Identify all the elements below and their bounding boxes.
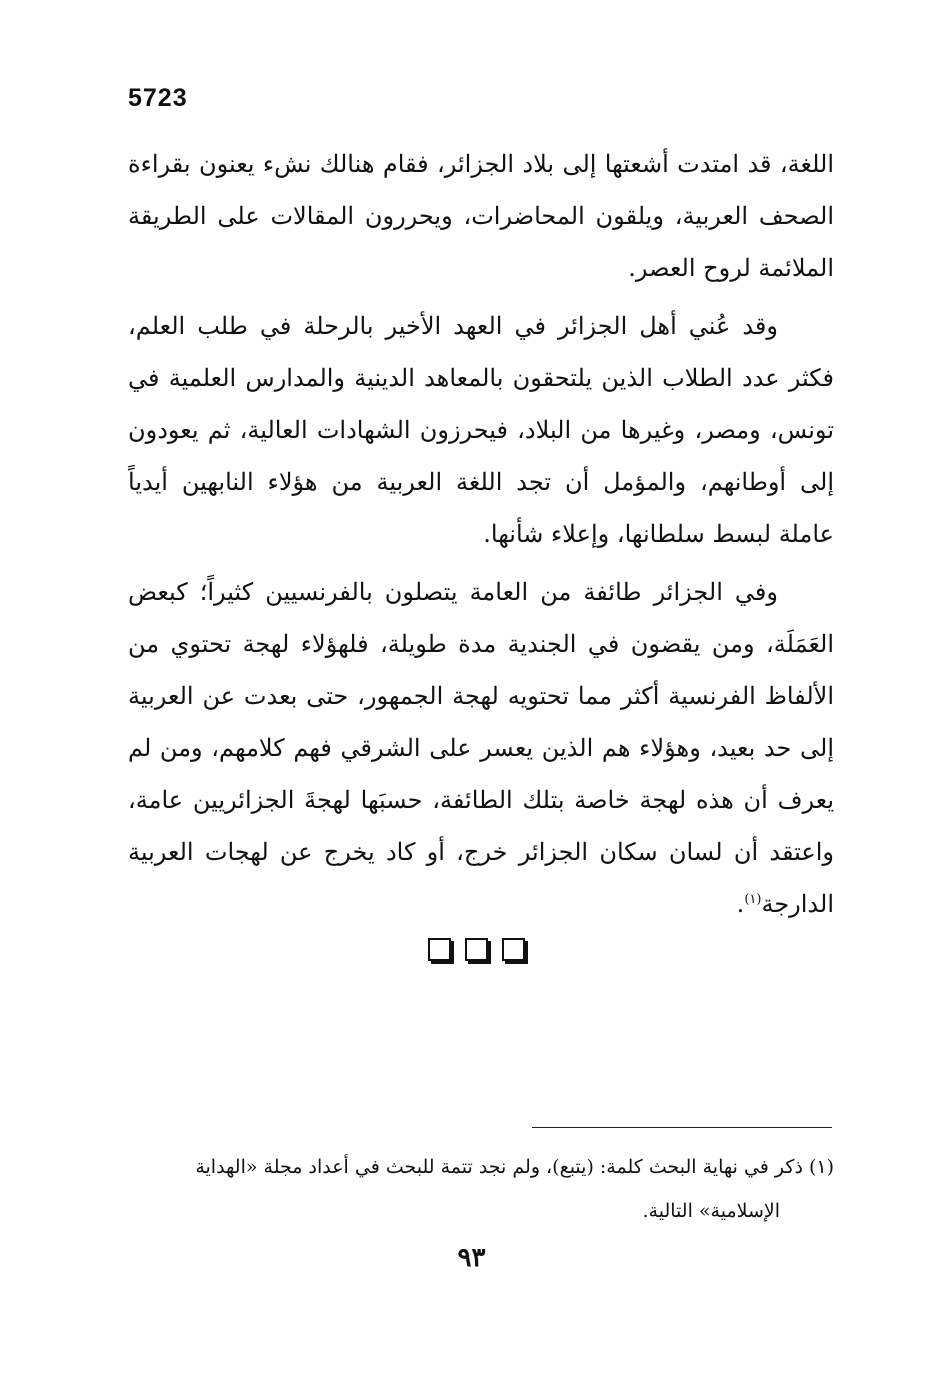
footnote-reference: (١) bbox=[744, 892, 762, 907]
page-id-number: 5723 bbox=[128, 84, 188, 112]
footnote bbox=[128, 1145, 834, 1233]
footnote-line-1: (١) ذكر في نهاية البحث كلمة: (يتبع)، ولم نجد تتمة للبحث في أعداد مجلة «الهداية bbox=[195, 1156, 834, 1178]
paragraph-3-text: وفي الجزائر طائفة من العامة يتصلون بالفرنسيين كثيراً؛ كبعض العَمَلَة، ومن يقضون في الجندية مدة طويلة، فلهؤلاء لهجة تحتوي من الألفاظ الفرنسية أكثر مما تحتويه لهجة الجمهور، حتى بعدت عن العربية إلى حد بعيد، وهؤلاء هم الذين يعسر على الشرقي فهم كلامهم، ومن لم يعرف أن هذه لهجة خاصة بتلك الطائفة، حسبَها لهجةَ الجزائريين عامة، واعتقد أن لسان سكان الجزائر خرج، أو كاد يخرج عن لهجات العربية الدارجة bbox=[128, 578, 835, 918]
paragraph-2: وقد عُني أهل الجزائر في العهد الأخير بالرحلة في طلب العلم، فكثر عدد الطلاب الذين يلتحقون بالمعاهد الدينية والمدارس العلمية في تونس، ومصر، وغيرها من البلاد، فيحرزون الشهادات العالية، ثم يعودون إلى أوطانهم، والمؤمل أن تجد اللغة العربية من هؤلاء النابهين أيدياً عاملة لبسط سلطانها، وإعلاء شأنها. bbox=[128, 312, 834, 548]
paragraph-3-period: . bbox=[736, 890, 745, 918]
footnote-line-2: الإسلامية» التالية. bbox=[642, 1200, 780, 1222]
footnote-separator bbox=[532, 1127, 832, 1128]
body-text bbox=[128, 138, 834, 936]
square-ornament-icon bbox=[428, 938, 451, 961]
square-ornament-icon bbox=[465, 938, 488, 961]
square-ornament-icon bbox=[502, 938, 525, 961]
paragraph-1: اللغة، قد امتدت أشعتها إلى بلاد الجزائر، فقام هنالك نشء يعنون بقراءة الصحف العربية، ويلقون المحاضرات، ويحررون المقالات على الطريقة الملائمة لروح العصر. bbox=[128, 150, 834, 282]
section-divider-ornaments bbox=[428, 938, 525, 961]
page-number: ٩٣ bbox=[457, 1243, 486, 1273]
paragraph-3 bbox=[128, 566, 834, 930]
